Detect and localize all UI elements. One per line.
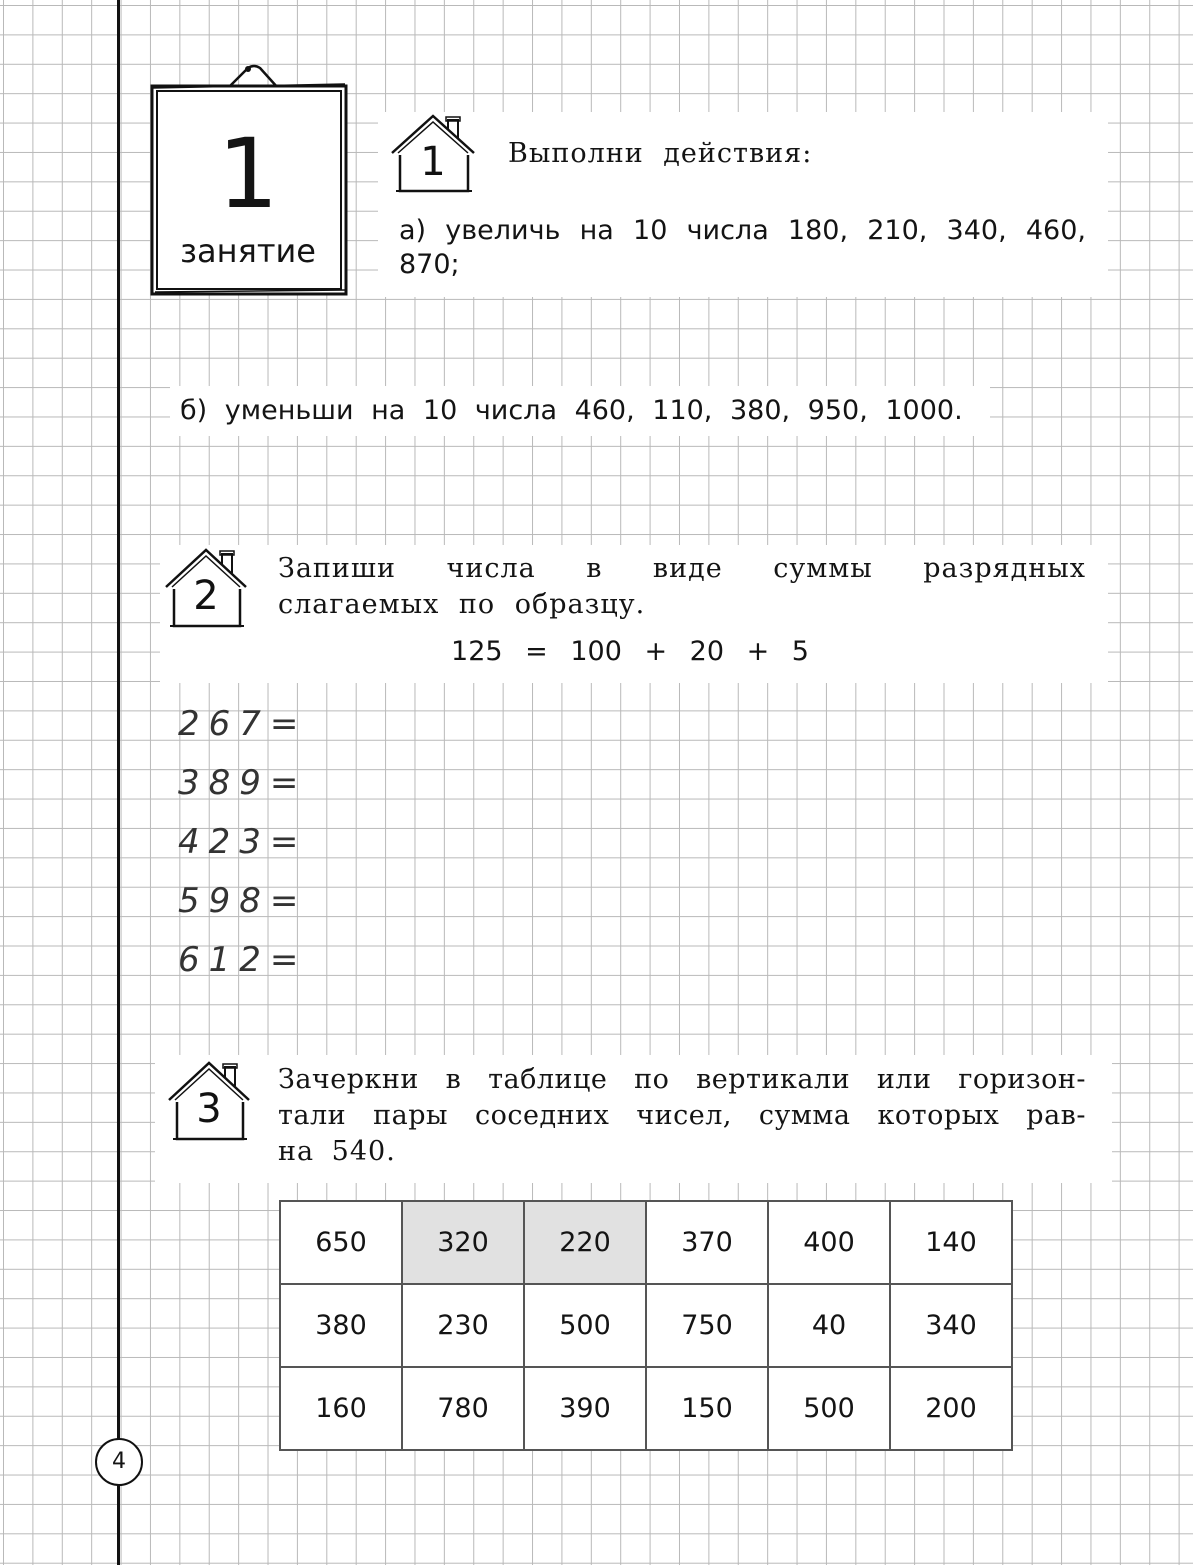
handwritten-item: 267= — [178, 704, 308, 744]
table-cell[interactable]: 380 — [280, 1284, 402, 1367]
task2-number: 2 — [193, 573, 219, 619]
handwritten-item: 612= — [178, 940, 308, 980]
table-cell-shaded[interactable]: 320 — [402, 1201, 524, 1284]
handwritten-item: 598= — [178, 881, 308, 921]
task3-heading-line3: на 540. — [278, 1136, 396, 1167]
lesson-word: занятие — [180, 232, 316, 270]
table-cell[interactable]: 650 — [280, 1201, 402, 1284]
table-cell[interactable]: 200 — [890, 1367, 1012, 1450]
table-cell[interactable]: 140 — [890, 1201, 1012, 1284]
task1-house — [388, 113, 478, 193]
table-cell[interactable]: 500 — [768, 1367, 890, 1450]
lesson-badge — [150, 62, 350, 302]
table-row — [280, 1367, 1012, 1450]
task1-heading: Выполни действия: — [508, 138, 813, 169]
task3-heading-line1: Зачеркни в таблице по вертикали или горизон- — [278, 1064, 1086, 1095]
number-table — [279, 1200, 1013, 1451]
table-cell[interactable]: 500 — [524, 1284, 646, 1367]
task2-heading-line2: слагаемых по образцу. — [278, 589, 646, 620]
table-row — [280, 1284, 1012, 1367]
sample-equation: 125 = 100 + 20 + 5 — [451, 636, 809, 667]
lesson-number: 1 — [217, 118, 279, 230]
table-cell[interactable]: 780 — [402, 1367, 524, 1450]
task1-part-a-line1: а) увеличь на 10 числа 180, 210, 340, 460, — [399, 215, 1086, 246]
table-cell[interactable]: 370 — [646, 1201, 768, 1284]
task2-heading-line1: Запиши числа в виде суммы разрядных — [278, 553, 1086, 584]
table-cell[interactable]: 390 — [524, 1367, 646, 1450]
task1-part-b: б) уменьши на 10 числа 460, 110, 380, 950, 1000. — [180, 395, 963, 426]
table-cell[interactable]: 340 — [890, 1284, 1012, 1367]
task3-heading-line2: тали пары соседних чисел, сумма которых рав- — [278, 1100, 1086, 1131]
task3-number: 3 — [196, 1086, 222, 1132]
table-cell[interactable]: 150 — [646, 1367, 768, 1450]
page-number: 4 — [95, 1438, 143, 1486]
task3-house — [165, 1060, 253, 1142]
table-cell[interactable]: 750 — [646, 1284, 768, 1367]
table-cell-shaded[interactable]: 220 — [524, 1201, 646, 1284]
task1-part-a-line2: 870; — [399, 249, 460, 280]
handwritten-item: 389= — [178, 763, 308, 803]
table-cell[interactable]: 400 — [768, 1201, 890, 1284]
notebook-margin-line — [117, 0, 120, 1565]
task1-number: 1 — [420, 139, 446, 185]
task2-house — [162, 547, 250, 629]
table-cell[interactable]: 40 — [768, 1284, 890, 1367]
handwritten-item: 423= — [178, 822, 308, 862]
table-cell[interactable]: 230 — [402, 1284, 524, 1367]
table-row — [280, 1201, 1012, 1284]
table-cell[interactable]: 160 — [280, 1367, 402, 1450]
